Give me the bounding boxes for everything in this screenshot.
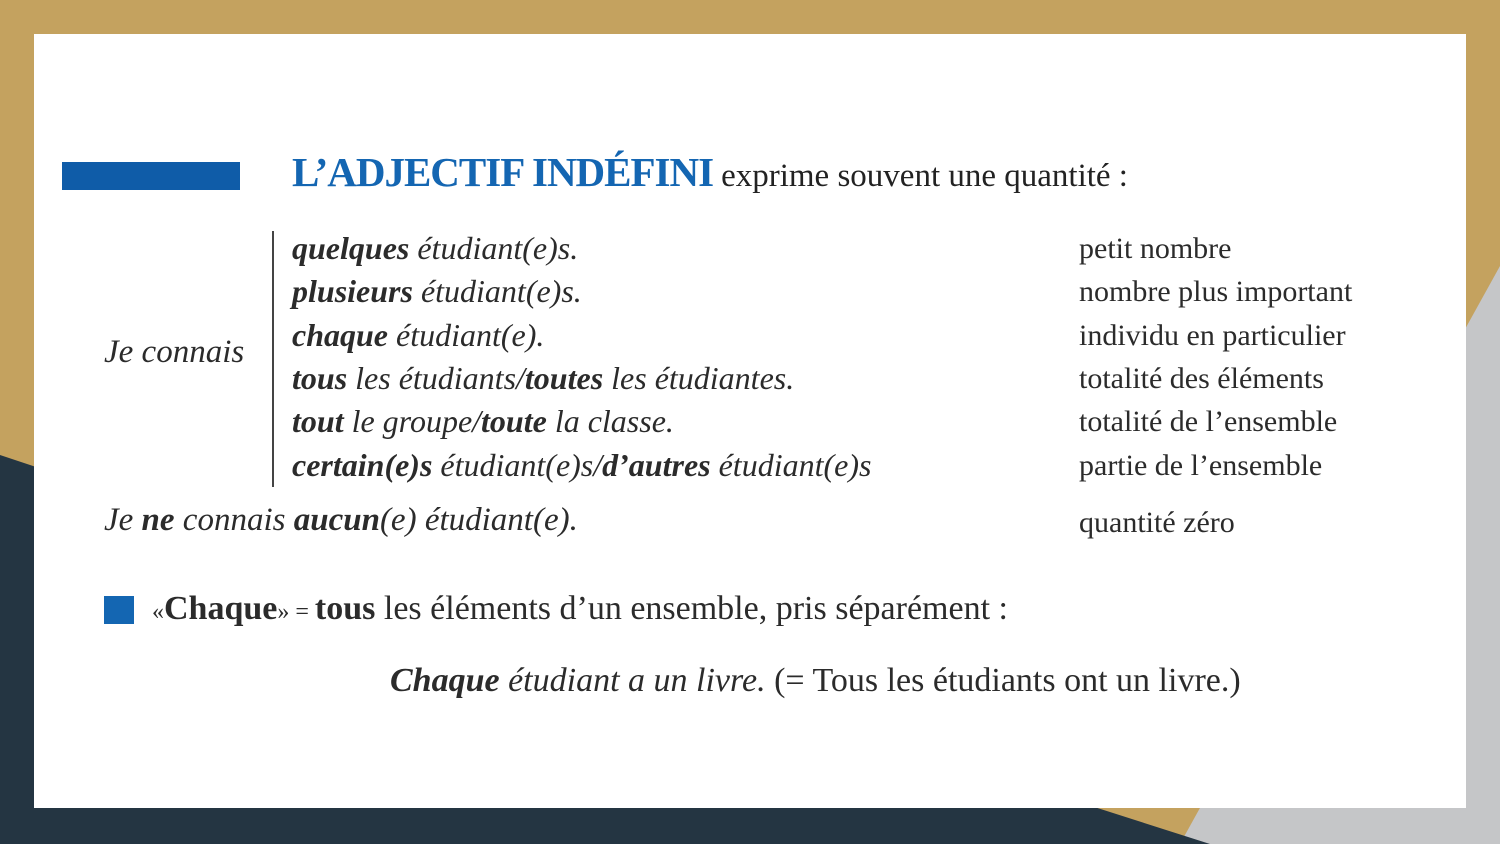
open-quote: « bbox=[152, 599, 164, 625]
meaning-label: totalité des éléments bbox=[1079, 362, 1324, 395]
note-square-bullet bbox=[104, 596, 134, 624]
example-sentence bbox=[390, 662, 1241, 700]
neg-part-2: ne bbox=[141, 502, 175, 538]
section-heading bbox=[292, 148, 1128, 196]
example-line bbox=[292, 403, 674, 440]
chaque-note bbox=[152, 590, 1008, 628]
meaning-label: partie de l’ensemble bbox=[1079, 449, 1323, 482]
meaning-label: petit nombre bbox=[1079, 232, 1232, 265]
example-bold: Chaque bbox=[390, 662, 500, 699]
indefinite-adjective: tout bbox=[292, 403, 344, 439]
indefinite-adjective: plusieurs bbox=[292, 273, 413, 309]
example-line bbox=[292, 317, 544, 354]
indefinite-adjective: quelques bbox=[292, 230, 410, 266]
indefinite-adjective: toutes bbox=[524, 360, 604, 396]
lead-phrase: Je connais bbox=[104, 334, 245, 370]
example-plain: (= Tous les étudiants ont un livre.) bbox=[765, 662, 1241, 699]
example-text: la classe. bbox=[546, 403, 674, 439]
example-line bbox=[292, 360, 794, 397]
neg-part-5: (e) étudiant(e). bbox=[379, 502, 578, 538]
note-rest: les éléments d’un ensemble, pris séparément : bbox=[375, 590, 1008, 627]
indefinite-adjective: tous bbox=[292, 360, 348, 396]
example-text: étudiant(e)s. bbox=[409, 230, 579, 266]
heading-accent-bar bbox=[62, 162, 240, 190]
example-line bbox=[292, 230, 578, 267]
indefinite-adjective: toute bbox=[481, 403, 547, 439]
heading-title: L’ADJECTIF INDÉFINI bbox=[292, 149, 714, 195]
neg-part-1: Je bbox=[104, 502, 142, 538]
example-text: étudiant(e)s/ bbox=[432, 447, 603, 483]
note-bold: tous bbox=[314, 590, 376, 627]
meaning-label: totalité de l’ensemble bbox=[1079, 405, 1338, 438]
meaning-label: nombre plus important bbox=[1079, 275, 1353, 308]
equals-sign: = bbox=[295, 599, 309, 625]
neg-part-4: aucun bbox=[293, 502, 380, 538]
meaning-label: individu en particulier bbox=[1079, 319, 1346, 352]
negative-meaning: quantité zéro bbox=[1079, 506, 1235, 539]
indefinite-adjective: certain(e)s bbox=[292, 447, 433, 483]
example-line bbox=[292, 447, 871, 484]
example-text: les étudiantes. bbox=[603, 360, 795, 396]
neg-part-3: connais bbox=[174, 502, 294, 538]
negative-example bbox=[104, 502, 578, 539]
indefinite-adjective: d’autres bbox=[602, 447, 711, 483]
note-word: Chaque bbox=[164, 590, 278, 627]
example-italic: étudiant a un livre. bbox=[499, 662, 766, 699]
example-text: les étudiants/ bbox=[347, 360, 525, 396]
example-line bbox=[292, 273, 582, 310]
example-text: le groupe/ bbox=[343, 403, 482, 439]
example-text: étudiant(e)s. bbox=[412, 273, 582, 309]
example-text: étudiant(e). bbox=[388, 317, 545, 353]
indefinite-adjective: chaque bbox=[292, 317, 388, 353]
example-text: étudiant(e)s bbox=[710, 447, 872, 483]
bracket-divider bbox=[272, 231, 274, 487]
close-quote: » bbox=[277, 599, 290, 625]
heading-subtitle: exprime souvent une quantité : bbox=[721, 158, 1128, 194]
grammar-card bbox=[34, 34, 1466, 808]
